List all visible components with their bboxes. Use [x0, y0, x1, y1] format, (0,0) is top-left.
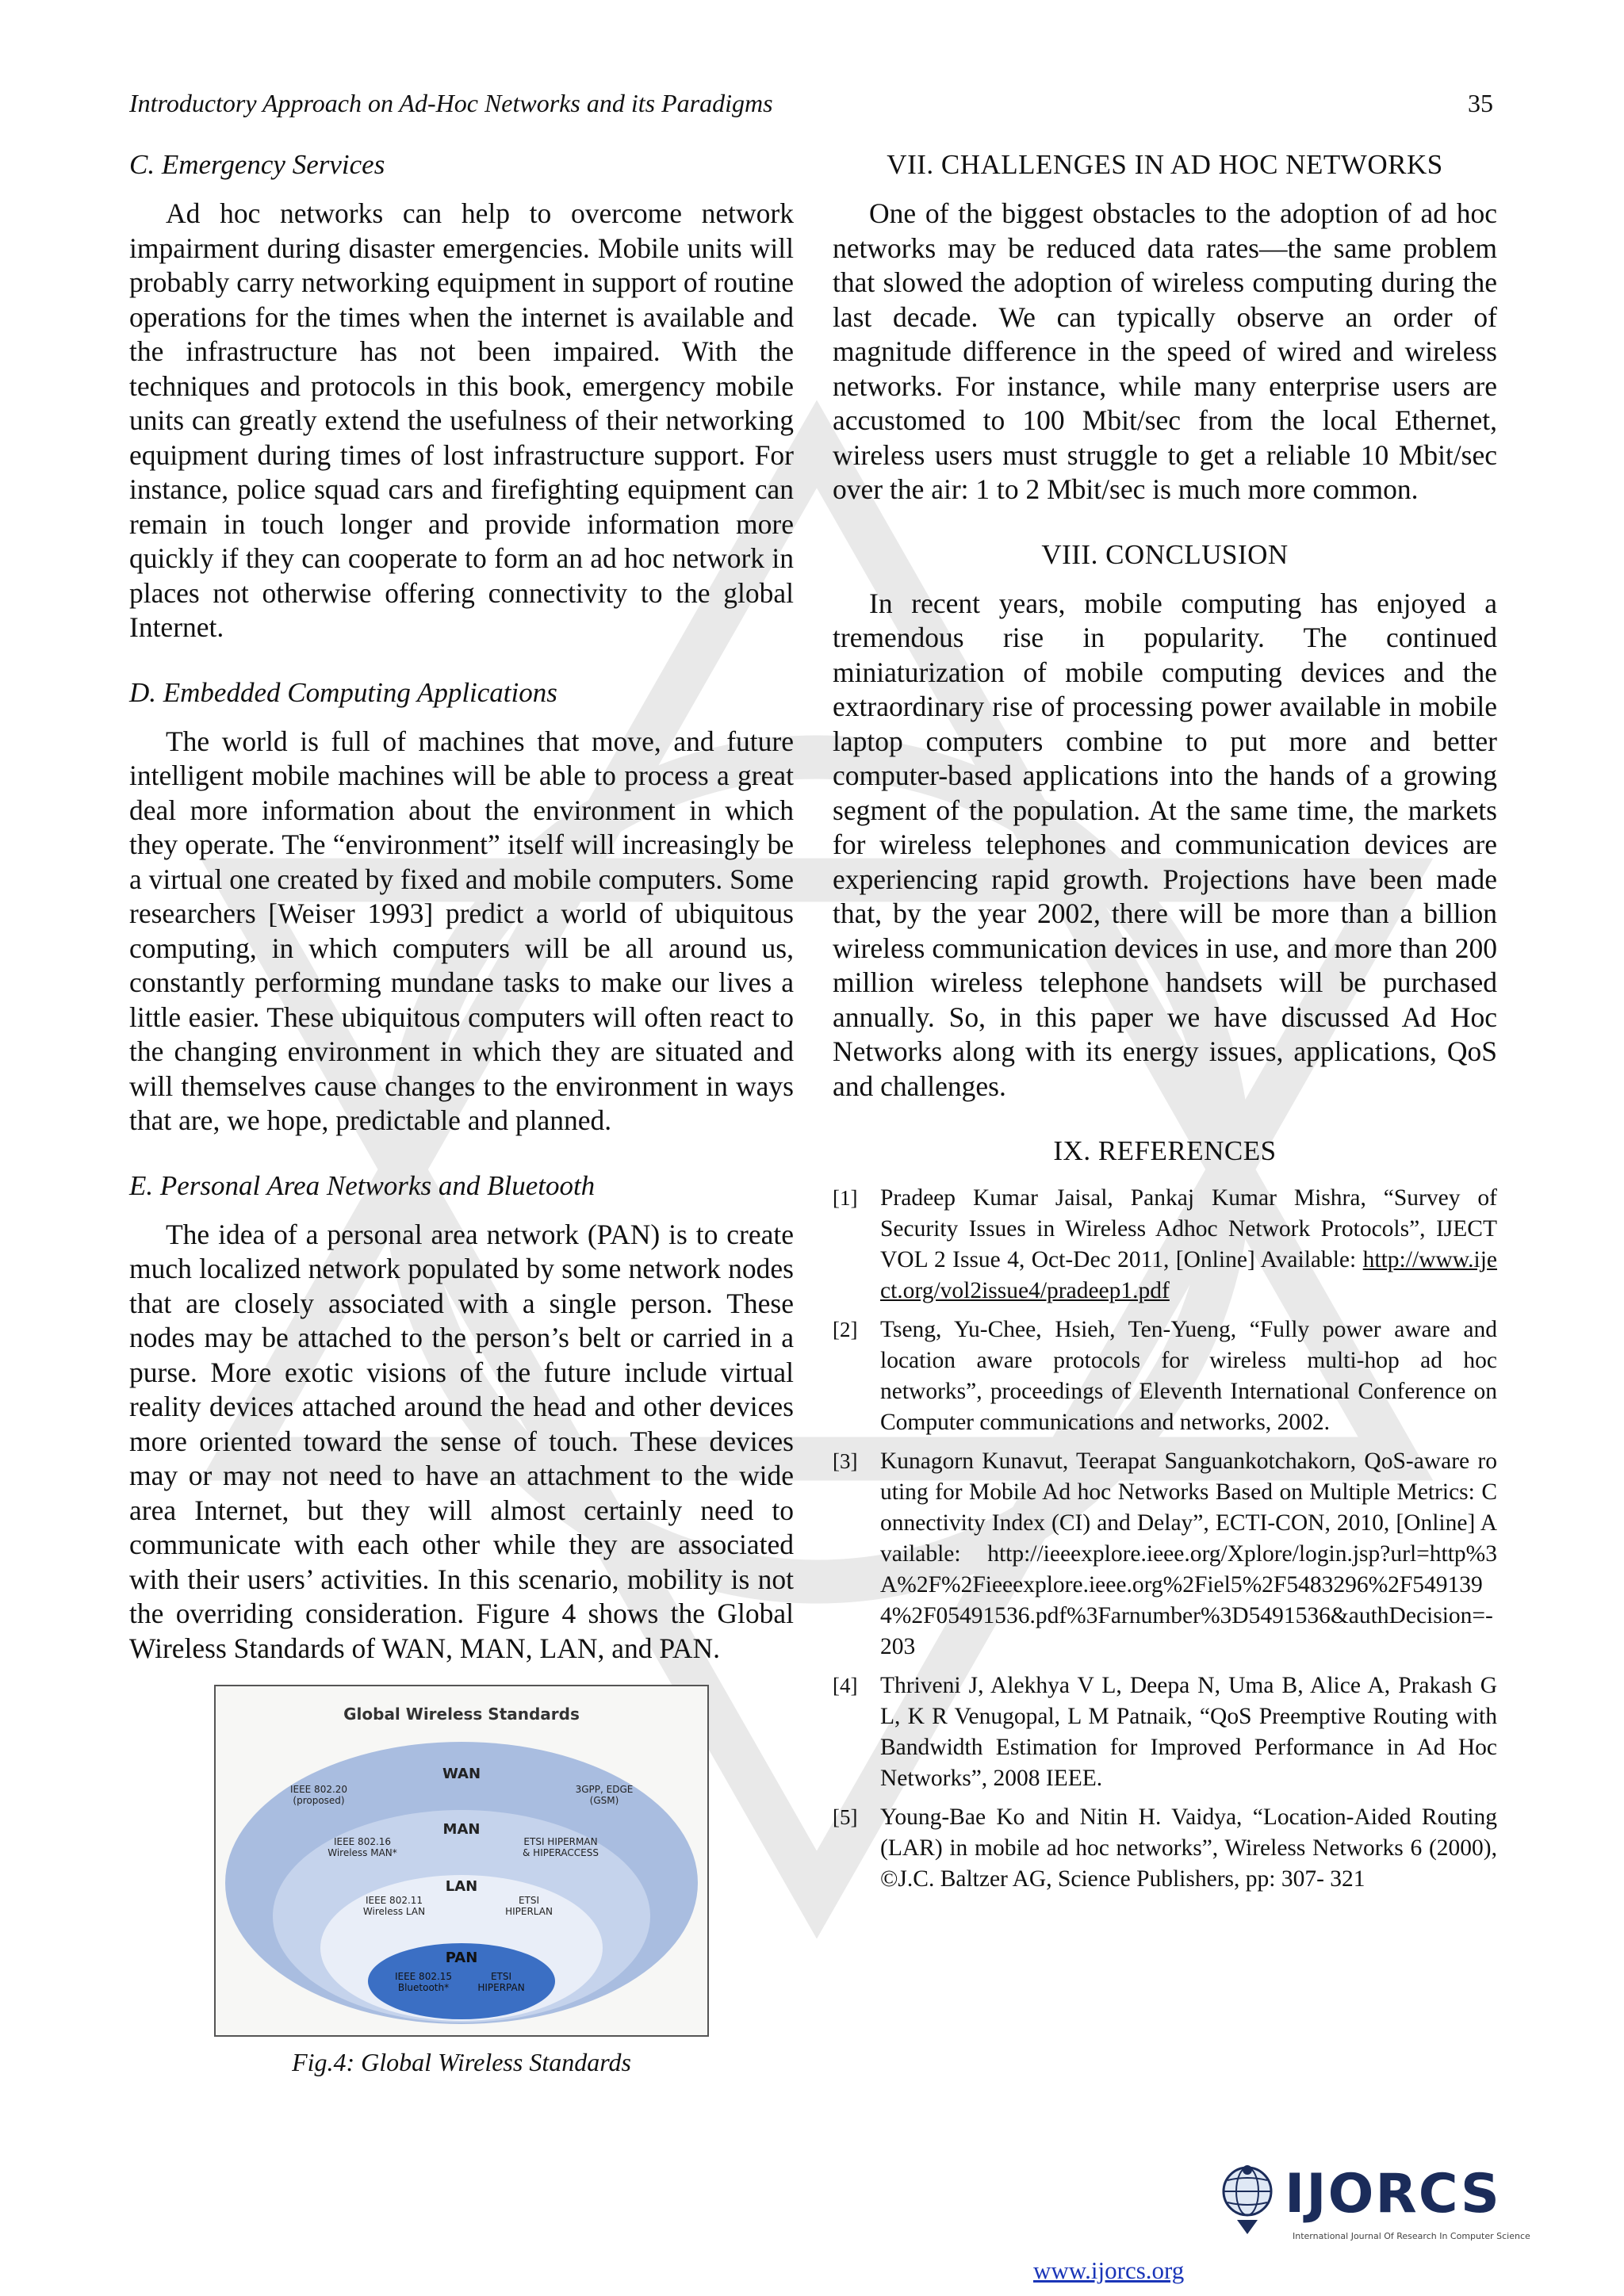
man-left-line1: IEEE 802.16: [333, 1836, 392, 1847]
section-e-heading: E. Personal Area Networks and Bluetooth: [129, 1169, 596, 1201]
section-7-text: One of the biggest obstacles to the adoption of ad hoc networks may be reduced data rates—the same problem that slowed the adoption of wireless computing during the last decade. We can typically observe an order of magnitude difference in the speed of wired and wireless networks. For instance, while many enterprise users are accustomed to 100 Mbit/sec from the local Ethernet, wireless users must struggle to get a reliable 10 Mbit/sec over the air: 1 to 2 Mbit/sec is much more common.: [833, 197, 1497, 505]
section-8-heading: VIII. CONCLUSION: [1041, 538, 1289, 570]
footer-website-link[interactable]: www.ijorcs.org: [1033, 2256, 1185, 2284]
section-d-text: The world is full of machines that move, and future intelligent mobile machines will be able to process a great deal more information about the environment in which they operate. The “environment” itself will increasingly be a virtual one created by fixed and mobile computers. Some researchers [Weiser 1993] predict a world of ubiquitous computing, in which computers will be all around us, constantly performing mundane tasks to make our lives a little easier. These ubiquitous computers will often react to the changing environment in which they are situated and will themselves cause changes to the environment in ways that are, we hope, predictable and planned.: [129, 725, 794, 1136]
reference-item: [833, 1314, 1497, 1438]
pan-label: PAN: [445, 1950, 478, 1966]
reference-text: Pradeep Kumar Jaisal, Pankaj Kumar Mishra, “Survey of Security Issues in Wireless Adhoc Network Protocols”, IJECT VOL 2 Issue 4, Oct-Dec 2011, [Online] Available:: [880, 1185, 1497, 1272]
journal-logo-text: IJORCS: [1285, 2163, 1501, 2225]
section-7-heading: VII. CHALLENGES IN AD HOC NETWORKS: [887, 149, 1443, 180]
reference-list: [833, 1183, 1497, 1895]
running-title: Introductory Approach on Ad-Hoc Networks and its Paradigms: [129, 89, 773, 117]
wan-left-line2: (proposed): [293, 1795, 345, 1806]
reference-item: [833, 1670, 1497, 1794]
reference-number: [4]: [833, 1674, 858, 1697]
reference-number: [5]: [833, 1805, 858, 1829]
reference-item: [833, 1446, 1497, 1663]
reference-number: [3]: [833, 1449, 858, 1473]
pan-left-line1: IEEE 802.15: [394, 1971, 453, 1982]
reference-link[interactable]: http://www.iject.org/vol2issue4/pradeep1.pdf: [880, 1247, 1497, 1303]
wan-left-line1: IEEE 802.20: [289, 1784, 348, 1795]
reference-text: Kunagorn Kunavut, Teerapat Sanguankotchakorn, QoS-aware routing for Mobile Ad hoc Networks Based on Multiple Metrics: Connectivity Index (CI) and Delay”, ECTI-CON, 2010, [Online] Available: http://ieeexplore.ieee.org/Xplore/login.jsp?url=http%3A%2F%2Fieeexplore.ieee.org%2Fiel5%2F5483296%2F5491394%2F05491536.pdf%3Farnumber%3D5491536&authDecision=-203: [880, 1448, 1497, 1659]
wan-right-line1: 3GPP, EDGE: [575, 1784, 634, 1795]
section-8-text: In recent years, mobile computing has enjoyed a tremendous rise in popularity. The continued miniaturization of mobile computing devices and the extraordinary rise of processing power available in mobile laptop computers combine to put more and better computer-based applications into the hands of a growing segment of the population. At the same time, the markets for wireless telephones and communication devices are experiencing rapid growth. Projections have been made that, by the year 2002, there will be more than a billion wireless communication devices in use, and more than 200 million wireless telephone handsets will be purchased annually. So, in this paper we have discussed Ad Hoc Networks along with its energy issues, applications, QoS and challenges.: [833, 587, 1497, 1102]
reference-text: Thriveni J, Alekhya V L, Deepa N, Uma B, Alice A, Prakash G L, K R Venugopal, L M Patnaik, “QoS Preemptive Routing with Bandwidth Estimation for Improved Performance in Ad Hoc Networks”, 2008 IEEE.: [880, 1673, 1497, 1791]
wan-label: WAN: [442, 1766, 481, 1782]
section-c-heading: C. Emergency Services: [129, 149, 385, 180]
lan-left-line1: IEEE 802.11: [365, 1895, 423, 1906]
pan-left-line2: Bluetooth*: [397, 1982, 450, 1993]
references-heading: IX. REFERENCES: [1053, 1135, 1277, 1166]
man-right-line2: & HIPERACCESS: [523, 1847, 599, 1858]
figure-caption: Fig.4: Global Wireless Standards: [292, 2048, 631, 2076]
lan-right-line2: HIPERLAN: [505, 1906, 553, 1917]
reference-item: [833, 1183, 1497, 1307]
wireless-standards-diagram: [216, 1686, 707, 2035]
running-header: [129, 89, 1493, 118]
man-right-line1: ETSI HIPERMAN: [523, 1836, 598, 1847]
right-column: [833, 147, 1497, 1903]
lan-right-line1: ETSI: [518, 1895, 540, 1906]
section-c-text: Ad hoc networks can help to overcome network impairment during disaster emergencies. Mobile units will probably carry networking equipment in support of routine operations for the times when the internet is available and the infrastructure has not been impaired. With the techniques and protocols in this book, emergency mobile units can greatly extend the usefulness of their networking equipment during times of lost infrastructure support. For instance, police squad cars and firefighting equipment can remain in touch longer and provide information more quickly if they can cooperate to form an ad hoc network in places not otherwise offering connectivity to the global Internet.: [129, 197, 794, 643]
globe-icon: [1213, 2158, 1281, 2237]
journal-logo-tagline: International Journal Of Research In Computer Science: [1293, 2231, 1530, 2241]
left-column: [129, 147, 794, 2077]
section-d-heading: D. Embedded Computing Applications: [129, 676, 557, 708]
reference-number: [2]: [833, 1318, 858, 1341]
figure-title: Global Wireless Standards: [343, 1705, 580, 1724]
reference-item: [833, 1802, 1497, 1895]
pan-right-line2: HIPERPAN: [477, 1982, 525, 1993]
journal-logo: [1213, 2158, 1530, 2253]
lan-label: LAN: [445, 1878, 478, 1895]
section-e-text: The idea of a personal area network (PAN) is to create much localized network populated by some network nodes that are closely associated with a single person. These nodes may be attached to the person’s belt or carried in a purse. More exotic visions of the future include virtual reality devices attached around the head and other devices more oriented toward the sense of touch. These devices may or may not need to have an attachment to the wide area Internet, but they will almost certainly need to communicate with each other while they are associated with their users’ activities. In this scenario, mobility is not the overriding consideration. Figure 4 shows the Global Wireless Standards of WAN, MAN, LAN, and PAN.: [129, 1218, 794, 1664]
figure-4: [214, 1685, 709, 2037]
page-number: 35: [1468, 89, 1493, 117]
lan-left-line2: Wireless LAN: [362, 1906, 426, 1917]
reference-number: [1]: [833, 1186, 858, 1210]
pan-right-line1: ETSI: [490, 1971, 512, 1982]
wan-right-line2: (GSM): [589, 1795, 619, 1806]
man-left-line2: Wireless MAN*: [327, 1847, 397, 1858]
man-label: MAN: [442, 1821, 481, 1838]
reference-text: Tseng, Yu-Chee, Hsieh, Ten-Yueng, “Fully power aware and location aware protocols for wireless multi-hop ad hoc networks”, proceedings of Eleventh International Conference on Computer communications and networks, 2002.: [880, 1317, 1497, 1435]
reference-text: Young-Bae Ko and Nitin H. Vaidya, “Location-Aided Routing (LAR) in mobile ad hoc networks”, Wireless Networks 6 (2000), ©J.C. Baltzer AG, Science Publishers, pp: 307- 321: [880, 1804, 1497, 1892]
